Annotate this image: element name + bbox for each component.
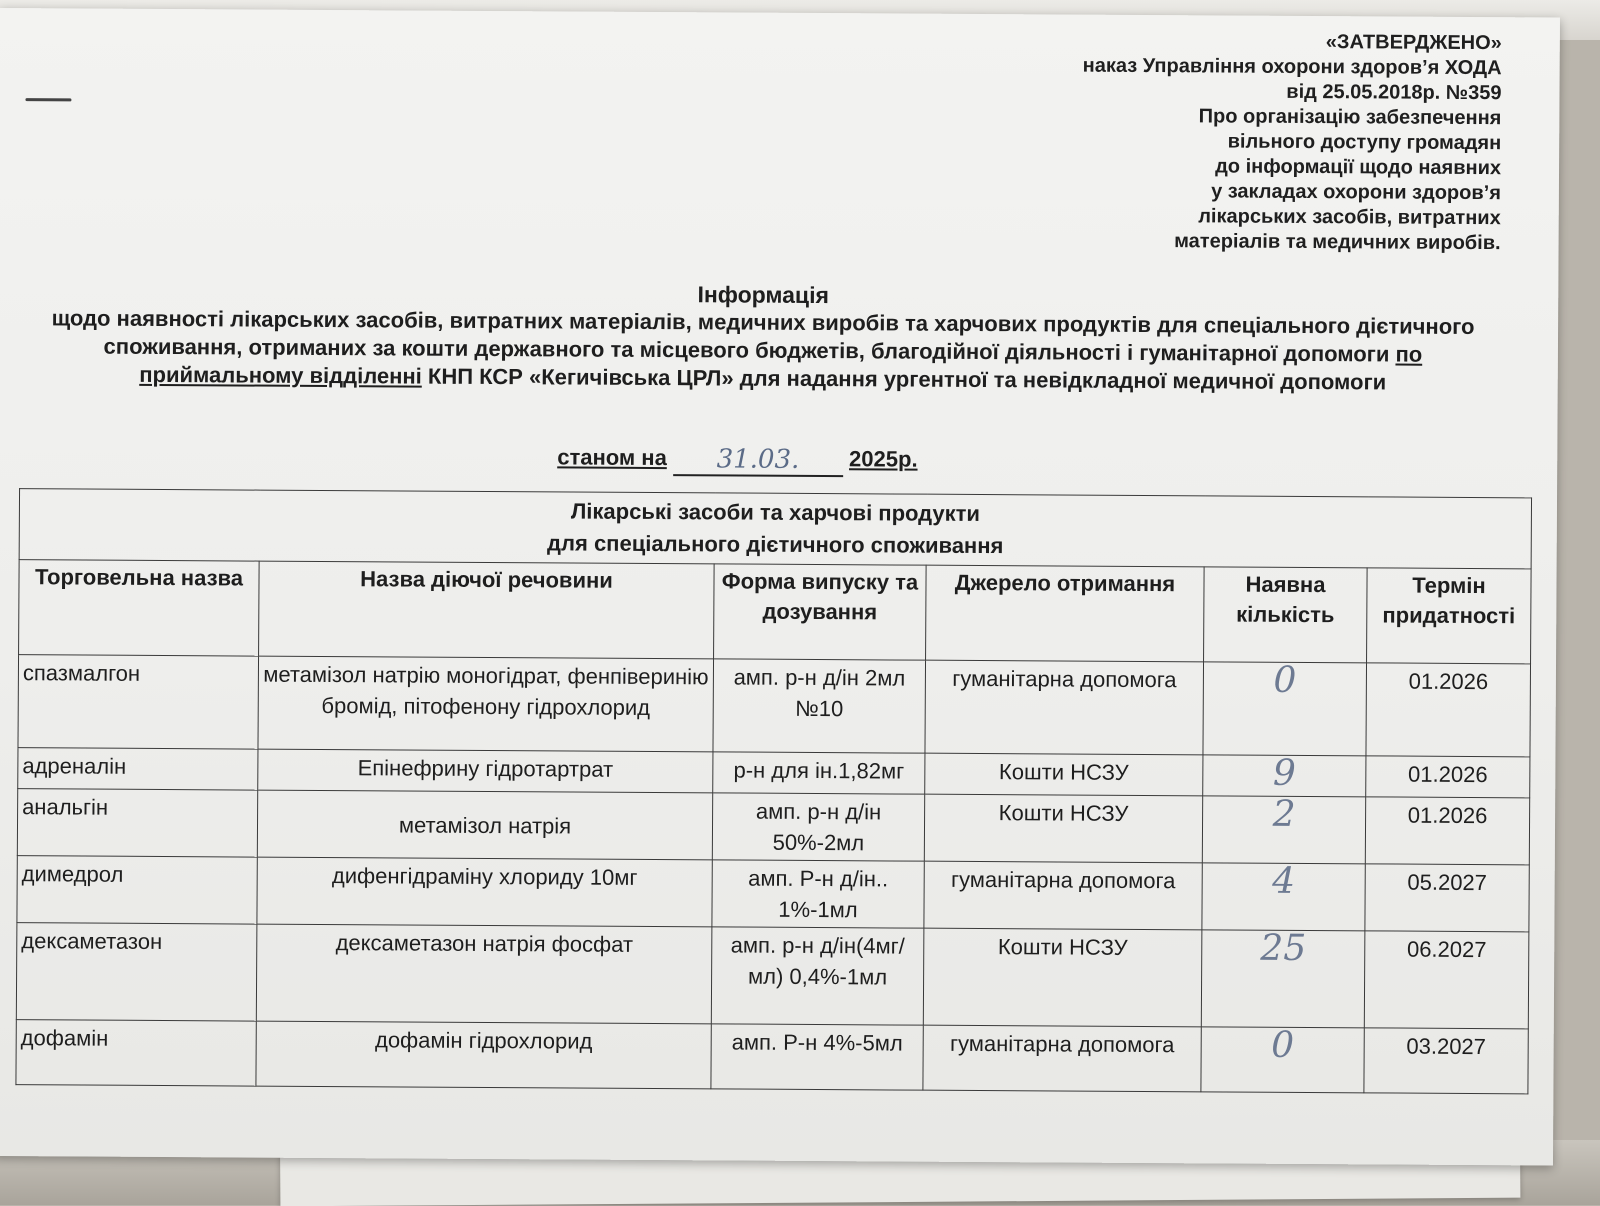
department-underlined: по приймальному відділенні [139,341,1423,389]
cell-form: р-н для ін.1,82мг [713,752,925,794]
approval-line: вільного доступу громадян [1227,130,1502,155]
table-row [17,789,1529,865]
cell-substance: дексаметазон натрія фосфат [256,924,712,1024]
cell-quantity-handwritten: 2 [1202,796,1365,864]
cell-form: амп. Р-н 4%-5мл [711,1024,923,1090]
cell-substance: дифенгідраміну хлориду 10мг [257,857,712,927]
caption-line: Лікарські засоби та харчові продукти [570,498,981,526]
header-source: Джерело отримання [926,565,1205,662]
medicines-table [15,488,1532,1094]
information-description [48,304,1478,397]
header-substance: Назва діючої речовини [259,561,715,659]
information-heading [48,276,1479,397]
cell-trade-name: адреналін [18,748,258,790]
approval-line: Про організацію забезпечення [1198,105,1502,130]
cell-trade-name: димедрол [17,856,257,924]
approval-block [941,28,1502,256]
cell-expiry: 01.2026 [1365,797,1529,865]
approval-line: до інформації щодо наявних [1215,155,1502,180]
cell-substance: дофамін гідрохлорид [256,1021,711,1089]
document-page [0,8,1560,1166]
cell-expiry: 05.2027 [1365,864,1529,932]
header-trade-name: Торговельна назва [19,560,260,656]
cell-substance: Епінефрину гідротартрат [258,749,713,793]
table-row [16,1020,1528,1094]
cell-form: амп. Р-н д/ін.. 1%-1мл [712,860,924,928]
table-row [18,655,1531,757]
caption-line: для спеціального дієтичного споживання [547,530,1004,559]
table-caption [19,489,1531,569]
cell-trade-name: спазмалгон [18,655,259,749]
cell-form: амп. р-н д/ін(4мг/мл) 0,4%-1мл [711,927,924,1025]
approval-line: від 25.05.2018р. №359 [1286,80,1502,105]
header-form: Форма випуску та дозування [714,564,927,660]
cell-trade-name: дексаметазон [16,923,257,1021]
cell-expiry: 01.2026 [1366,756,1530,798]
approval-line: у закладах охорони здоров’я [1211,180,1501,205]
description-text-part2: КНП КСР «Кегичівська ЦРЛ» для надання ургентної та невідкладної медичної допомоги [421,363,1387,395]
approval-line: матеріалів та медичних виробів. [1174,230,1501,255]
cell-trade-name: анальгін [17,789,257,857]
margin-dash-mark [25,98,71,101]
handwritten-date: 31.03. [673,446,843,477]
description-text-part1: щодо наявності лікарських засобів, витратних матеріалів, медичних виробів та харчових продуктів для спеціального дієтичного споживання, отриманих за кошти державного та місцевого бюджетів, благодійної діяльності і гуманітарної допомоги [51,305,1475,367]
date-year: 2025р. [849,446,918,472]
header-expiry: Термін придатності [1367,568,1532,664]
cell-trade-name: дофамін [16,1020,256,1086]
cell-substance: метамізол натрія [257,790,712,860]
date-prefix: станом на [557,444,667,471]
cell-source: гуманітарна допомога [924,861,1202,930]
approval-line: лікарських засобів, витратних [1198,205,1501,230]
cell-quantity-handwritten: 25 [1201,930,1365,1028]
cell-quantity-handwritten: 0 [1201,1027,1364,1093]
cell-quantity-handwritten: 0 [1203,662,1367,756]
table-caption-row [19,489,1531,569]
document-title: Інформація [697,281,830,309]
cell-form: амп. р-н д/ін 50%-2мл [712,793,924,861]
cell-source: гуманітарна допомога [923,1025,1201,1092]
cell-expiry: 06.2027 [1364,931,1529,1029]
cell-source: гуманітарна допомога [925,660,1204,755]
cell-source: Кошти НСЗУ [925,753,1203,796]
table-row [16,923,1529,1029]
approval-line: «ЗАТВЕРДЖЕНО» [1325,31,1502,55]
cell-source: Кошти НСЗУ [924,794,1202,863]
cell-substance: метамізол натрію моногідрат, фенпіверинію бромід, пітофенону гідрохлорид [258,656,714,752]
table-header-row [19,560,1532,664]
date-line [557,443,977,476]
cell-form: амп. р-н д/ін 2мл №10 [713,659,926,753]
cell-expiry: 03.2027 [1364,1028,1528,1094]
cell-source: Кошти НСЗУ [923,928,1202,1027]
cell-quantity-handwritten: 9 [1203,755,1366,797]
cell-expiry: 01.2026 [1366,663,1531,757]
cell-quantity-handwritten: 4 [1202,863,1365,931]
header-quantity: Наявна кількість [1204,567,1368,663]
table-row [17,856,1529,932]
approval-line: наказ Управління охорони здоров’я ХОДА [1082,54,1502,80]
